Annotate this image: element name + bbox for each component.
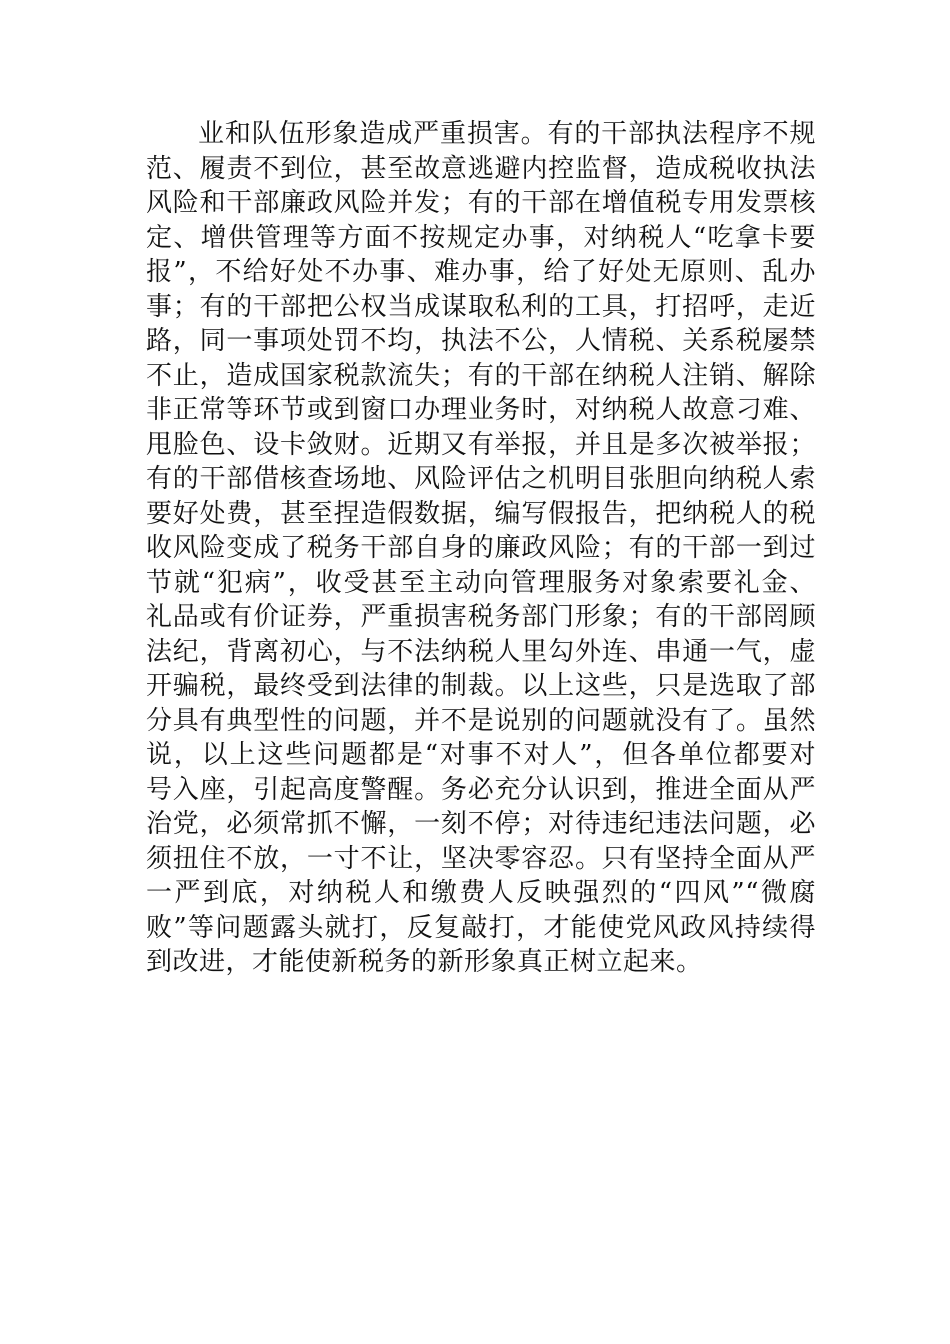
text-line: 治党，必须常抓不懈，一刻不停；对待违纪违法问题，必 [146,809,816,839]
text-line: 不止，造成国家税款流失；有的干部在纳税人注销、解除 [146,360,816,391]
text-line: 非正常等环节或到窗口办理业务时，对纳税人故意刁难、 [146,395,816,425]
text-line: 礼品或有价证券，严重损害税务部门形象；有的干部罔顾 [146,602,816,632]
text-line: 范、履责不到位，甚至故意逃避内控监督，造成税收执法 [146,153,816,184]
text-line: 到改进，才能使新税务的新形象真正树立起来。 [146,947,703,977]
text-line: 事；有的干部把公权当成谋取私利的工具，打招呼，走近 [146,291,816,322]
text-line: 一严到底，对纳税人和缴费人反映强烈的“四风”“微腐 [146,878,816,908]
text-line: 定、增供管理等方面不按规定办事，对纳税人“吃拿卡要 [146,222,816,253]
text-line: 开骗税，最终受到法律的制裁。以上这些，只是选取了部 [146,671,816,701]
body-paragraph [146,117,816,980]
text-line: 说，以上这些问题都是“对事不对人”，但各单位都要对 [146,740,816,770]
text-line: 败”等问题露头就打，反复敲打，才能使党风政风持续得 [146,912,816,943]
text-line: 有的干部借核查场地、风险评估之机明目张胆向纳税人索 [146,464,816,494]
text-line: 须扭住不放，一寸不让，坚决零容忍。只有坚持全面从严 [146,843,816,874]
text-line: 报”，不给好处不办事、难办事，给了好处无原则、乱办 [146,257,816,287]
text-line: 业和队伍形象造成严重损害。有的干部执法程序不规 [198,119,816,149]
text-line: 要好处费，甚至捏造假数据，编写假报告，把纳税人的税 [146,498,816,529]
text-line: 分具有典型性的问题，并不是说别的问题就没有了。虽然 [146,705,816,736]
text-line: 节就“犯病”，收受甚至主动向管理服务对象索要礼金、 [146,567,816,598]
text-line: 风险和干部廉政风险并发；有的干部在增值税专用发票核 [146,188,816,218]
text-line: 法纪，背离初心，与不法纳税人里勾外连、串通一气，虚 [146,636,816,667]
text-line: 路，同一事项处罚不均，执法不公，人情税、关系税屡禁 [146,326,816,356]
text-line: 甩脸色、设卡敛财。近期又有举报，并且是多次被举报； [146,429,816,460]
text-line: 号入座，引起高度警醒。务必充分认识到，推进全面从严 [146,774,816,805]
text-line: 收风险变成了税务干部自身的廉政风险；有的干部一到过 [146,533,816,563]
